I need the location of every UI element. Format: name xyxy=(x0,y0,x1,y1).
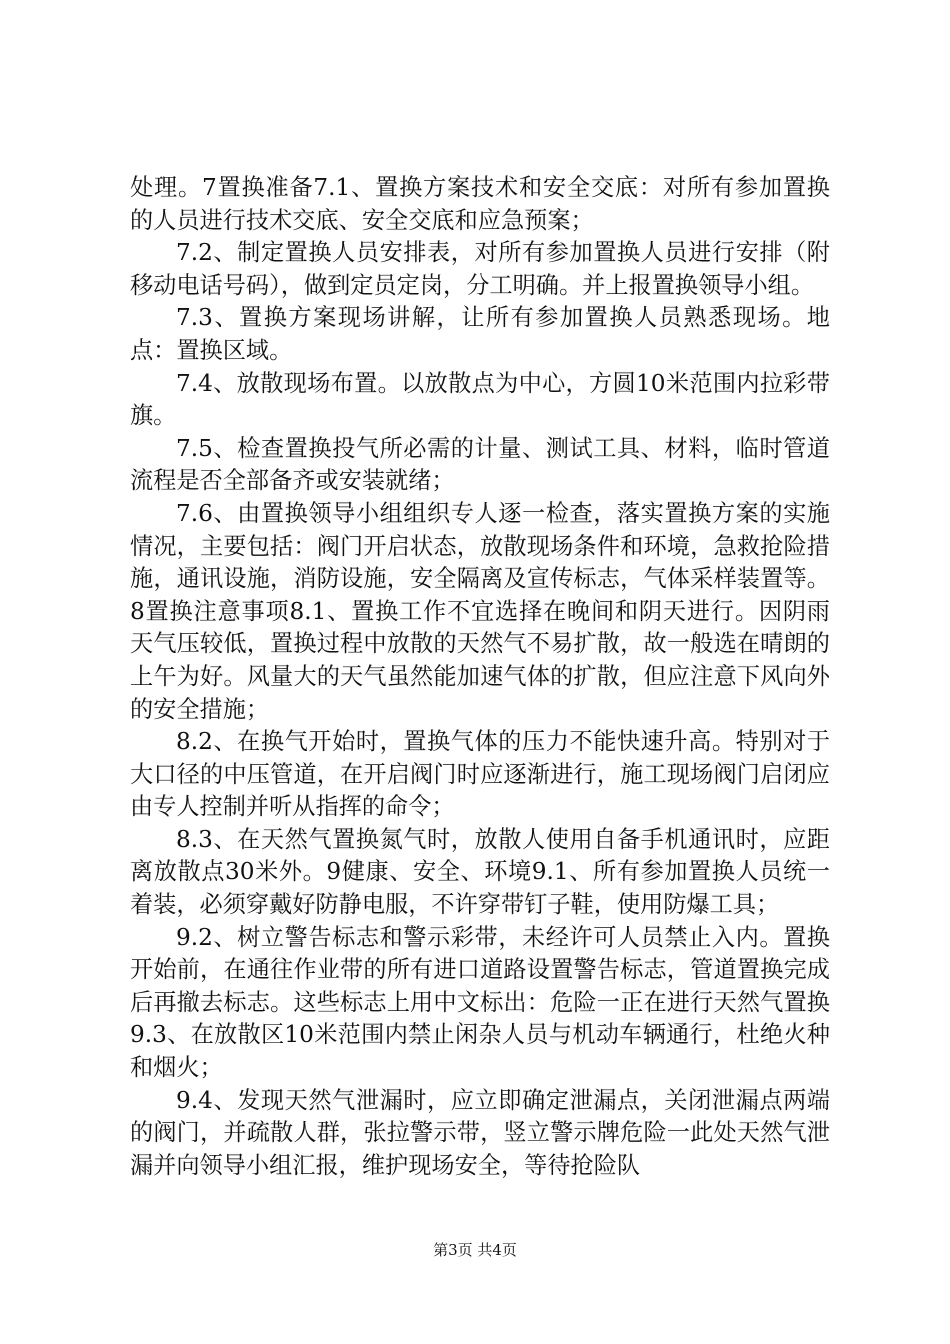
paragraph-10: 9.4、发现天然气泄漏时，应立即确定泄漏点，关闭泄漏点两端的阀门，并疏散人群，张拉警示带，竖立警示牌危险一此处天然气泄漏并向领导小组汇报，维护现场安全，等待抢险队 xyxy=(130,1086,830,1179)
paragraph-5: 7.5、检查置换投气所必需的计量、测试工具、材料，临时管道流程是否全部备齐或安装就绪； xyxy=(130,434,830,495)
document-body xyxy=(130,172,830,1182)
paragraph-4: 7.4、放散现场布置。以放散点为中心，方圆10米范围内拉彩带旗。 xyxy=(130,369,830,430)
paragraph-7: 8.2、在换气开始时，置换气体的压力不能快速升高。特别对于大口径的中压管道，在开启阀门时应逐渐进行，施工现场阀门启闭应由专人控制并听从指挥的命令； xyxy=(130,728,830,821)
paragraph-6: 7.6、由置换领导小组组织专人逐一检查，落实置换方案的实施情况，主要包括：阀门开启状态，放散现场条件和环境，急救抢险措施，通讯设施，消防设施，安全隔离及宣传标志，气体采样装置等。8置换注意事项8.1、置换工作不宜选择在晚间和阴天进行。因阴雨天气压较低，置换过程中放散的天然气不易扩散，故一般选在晴朗的上午为好。风量大的天气虽然能加速气体的扩散，但应注意下风向外的安全措施； xyxy=(130,499,830,723)
paragraph-8: 8.3、在天然气置换氮气时，放散人使用自备手机通讯时，应距离放散点30米外。9健康、安全、环境9.1、所有参加置换人员统一着装，必须穿戴好防静电服，不许穿带钉子鞋，使用防爆工具； xyxy=(130,825,830,919)
page-footer: 第3页 共4页 xyxy=(433,1241,517,1259)
paragraph-1: 处理。7置换准备7.1、置换方案技术和安全交底：对所有参加置换的人员进行技术交底、安全交底和应急预案； xyxy=(130,174,830,234)
paragraph-2: 7.2、制定置换人员安排表，对所有参加置换人员进行安排（附移动电话号码），做到定员定岗，分工明确。并上报置换领导小组。 xyxy=(130,239,830,299)
paragraph-3: 7.3、置换方案现场讲解，让所有参加置换人员熟悉现场。地点：置换区域。 xyxy=(130,304,830,364)
paragraph-9: 9.2、树立警告标志和警示彩带，未经许可人员禁止入内。置换开始前，在通往作业带的所有进口道路设置警告标志，管道置换完成后再撤去标志。这些标志上用中文标出：危险一正在进行天然气置换9.3、在放散区10米范围内禁止闲杂人员与机动车辆通行，杜绝火种和烟火； xyxy=(130,923,830,1082)
